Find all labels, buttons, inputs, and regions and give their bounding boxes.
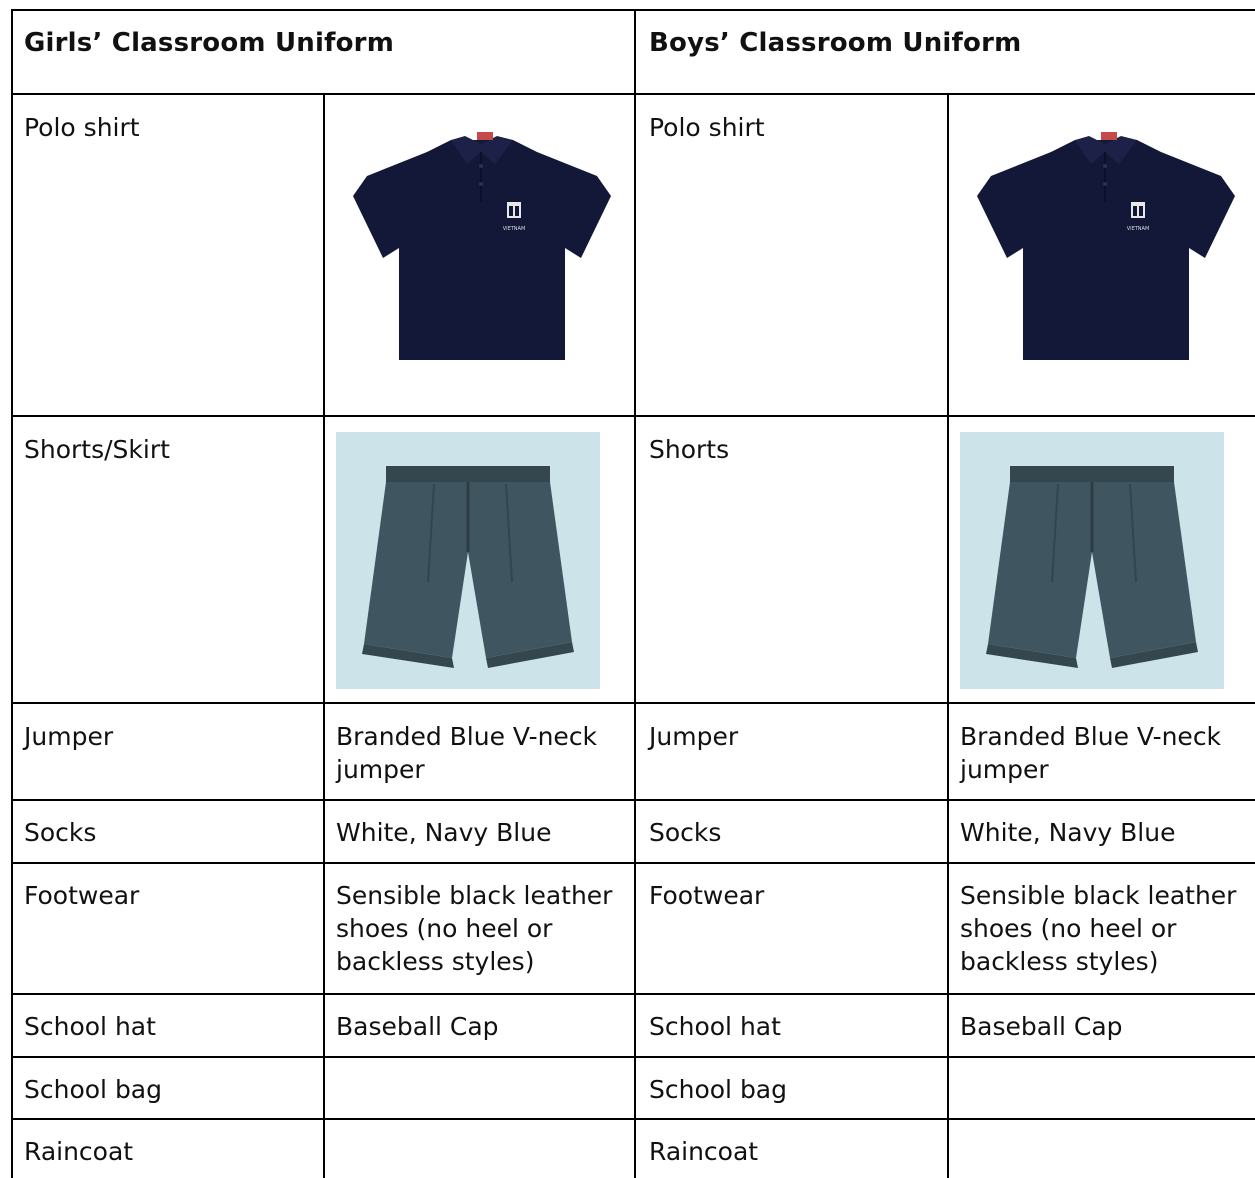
polo-shirt-icon	[971, 118, 1239, 368]
girls-detail-socks: White, Navy Blue	[336, 818, 552, 847]
girls-item-socks: Socks	[24, 818, 97, 847]
row-divider	[11, 1118, 1255, 1120]
girls-item-polo: Polo shirt	[24, 113, 140, 142]
row-divider	[11, 1056, 1255, 1058]
boys-detail-hat: Baseball Cap	[960, 1012, 1123, 1041]
girls-item-footwear: Footwear	[24, 881, 140, 910]
boys-item-bag: School bag	[649, 1075, 788, 1104]
shorts-graphic	[960, 432, 1224, 689]
column-divider-boys	[947, 93, 949, 1178]
girls-detail-footwear: Sensible black leather shoes (no heel or backless styles)	[336, 881, 613, 976]
girls-item-jumper: Jumper	[24, 722, 114, 751]
boys-item-socks: Socks	[649, 818, 722, 847]
emblem-text: VIETNAM	[502, 226, 526, 232]
polo-shirt-graphic	[971, 118, 1239, 368]
boys-detail-jumper: Branded Blue V-neck jumper	[960, 722, 1222, 784]
boys-detail-socks: White, Navy Blue	[960, 818, 1176, 847]
shorts-icon	[960, 432, 1224, 689]
boys-item-polo: Polo shirt	[649, 113, 765, 142]
girls-detail-hat: Baseball Cap	[336, 1012, 499, 1041]
boys-item-jumper: Jumper	[649, 722, 739, 751]
girls-header: Girls’ Classroom Uniform	[24, 28, 394, 58]
row-divider	[11, 993, 1255, 995]
emblem-text: VIETNAM	[1126, 226, 1150, 232]
girls-item-shorts: Shorts/Skirt	[24, 435, 170, 464]
polo-shirt-icon	[347, 118, 615, 368]
boys-item-raincoat: Raincoat	[649, 1137, 759, 1166]
shorts-graphic	[336, 432, 600, 689]
boys-item-hat: School hat	[649, 1012, 781, 1041]
row-divider	[11, 415, 1255, 417]
row-divider	[11, 799, 1255, 801]
table-border-top	[11, 9, 1255, 11]
boys-item-footwear: Footwear	[649, 881, 765, 910]
girls-item-hat: School hat	[24, 1012, 156, 1041]
column-divider-middle	[634, 9, 636, 1178]
girls-item-bag: School bag	[24, 1075, 163, 1104]
boys-header: Boys’ Classroom Uniform	[649, 28, 1022, 58]
row-divider	[11, 862, 1255, 864]
row-divider	[11, 702, 1255, 704]
boys-detail-footwear: Sensible black leather shoes (no heel or backless styles)	[960, 881, 1237, 976]
girls-detail-jumper: Branded Blue V-neck jumper	[336, 722, 598, 784]
table-border-left	[11, 9, 13, 1178]
column-divider-girls	[323, 93, 325, 1178]
boys-item-shorts: Shorts	[649, 435, 730, 464]
shorts-icon	[336, 432, 600, 689]
polo-shirt-graphic	[347, 118, 615, 368]
girls-item-raincoat: Raincoat	[24, 1137, 134, 1166]
row-divider	[11, 93, 1255, 95]
